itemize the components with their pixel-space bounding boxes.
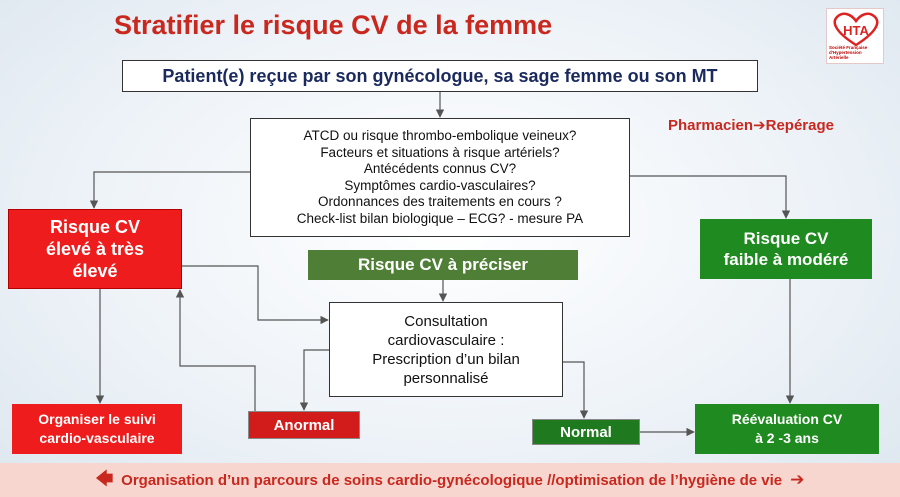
consultation-line: cardiovasculaire : — [387, 331, 505, 349]
pharmacist-note — [668, 116, 834, 134]
normal-box: Normal — [532, 419, 640, 445]
consultation-line: personnalisé — [403, 369, 489, 387]
footer-banner — [0, 463, 900, 497]
consultation-line: Consultation — [404, 312, 488, 330]
reevaluation-line: à 2 -3 ans — [755, 430, 819, 446]
reevaluation-box — [695, 404, 879, 454]
arrow-high-to-consult — [182, 266, 328, 320]
consultation-line: Prescription d’un bilan — [372, 350, 520, 368]
arrow-consult-to-normal — [563, 362, 584, 418]
reevaluation-line: Réévaluation CV — [731, 411, 843, 427]
screening-label: Repérage — [765, 117, 834, 134]
arrow-checklist-to-high — [94, 172, 250, 208]
follow-up-line: Organiser le suivi — [38, 411, 156, 427]
left-arrow-icon: 🡄 — [95, 468, 114, 488]
checklist-item: Check-list bilan biologique – ECG? - mesure PA — [296, 210, 584, 226]
risk-low-box — [700, 219, 872, 279]
checklist-item: Ordonnances des traitements en cours ? — [318, 194, 562, 209]
abnormal-box: Anormal — [248, 411, 360, 439]
arrow-consult-to-abnormal — [304, 350, 329, 410]
checklist-item: Antécédents connus CV? — [363, 161, 517, 176]
right-arrow-icon: ➔ — [753, 117, 766, 134]
svg-text:HTA: HTA — [843, 23, 869, 38]
checklist-box — [250, 118, 630, 237]
risk-low-line: faible à modéré — [723, 250, 849, 269]
logo-caption: Société Française d'Hypertension Artérielle — [829, 45, 868, 60]
risk-high-box — [8, 209, 182, 289]
pharmacist-label: Pharmacien — [668, 117, 754, 134]
heart-logo-icon — [827, 9, 885, 49]
checklist-item: Symptômes cardio-vasculaires? — [344, 177, 536, 193]
follow-up-line: cardio-vasculaire — [39, 430, 155, 446]
arrow-abnormal-to-high — [180, 290, 255, 411]
arrow-checklist-to-low — [630, 176, 786, 218]
checklist-item: Facteurs et situations à risque artériels? — [320, 144, 560, 160]
follow-up-box — [12, 404, 182, 454]
patient-box: Patient(e) reçue par son gynécologue, sa sage femme ou son MT — [122, 60, 758, 92]
hta-logo — [826, 8, 884, 64]
consultation-box — [329, 302, 563, 397]
risk-low-line: Risque CV — [743, 229, 829, 248]
risk-high-line: élevé — [72, 261, 118, 281]
footer-text: Organisation d’un parcours de soins cardio-gynécologique //optimisation de l’hygiène de vie — [121, 471, 783, 489]
page-title: Stratifier le risque CV de la femme — [114, 10, 553, 40]
risk-high-line: Risque CV — [49, 217, 141, 237]
risk-tbd-box: Risque CV à préciser — [308, 250, 578, 280]
risk-high-line: élevé à très — [45, 239, 145, 259]
checklist-item: ATCD ou risque thrombo-embolique veineux? — [303, 128, 577, 143]
right-arrow-icon: ➔ — [790, 470, 805, 489]
